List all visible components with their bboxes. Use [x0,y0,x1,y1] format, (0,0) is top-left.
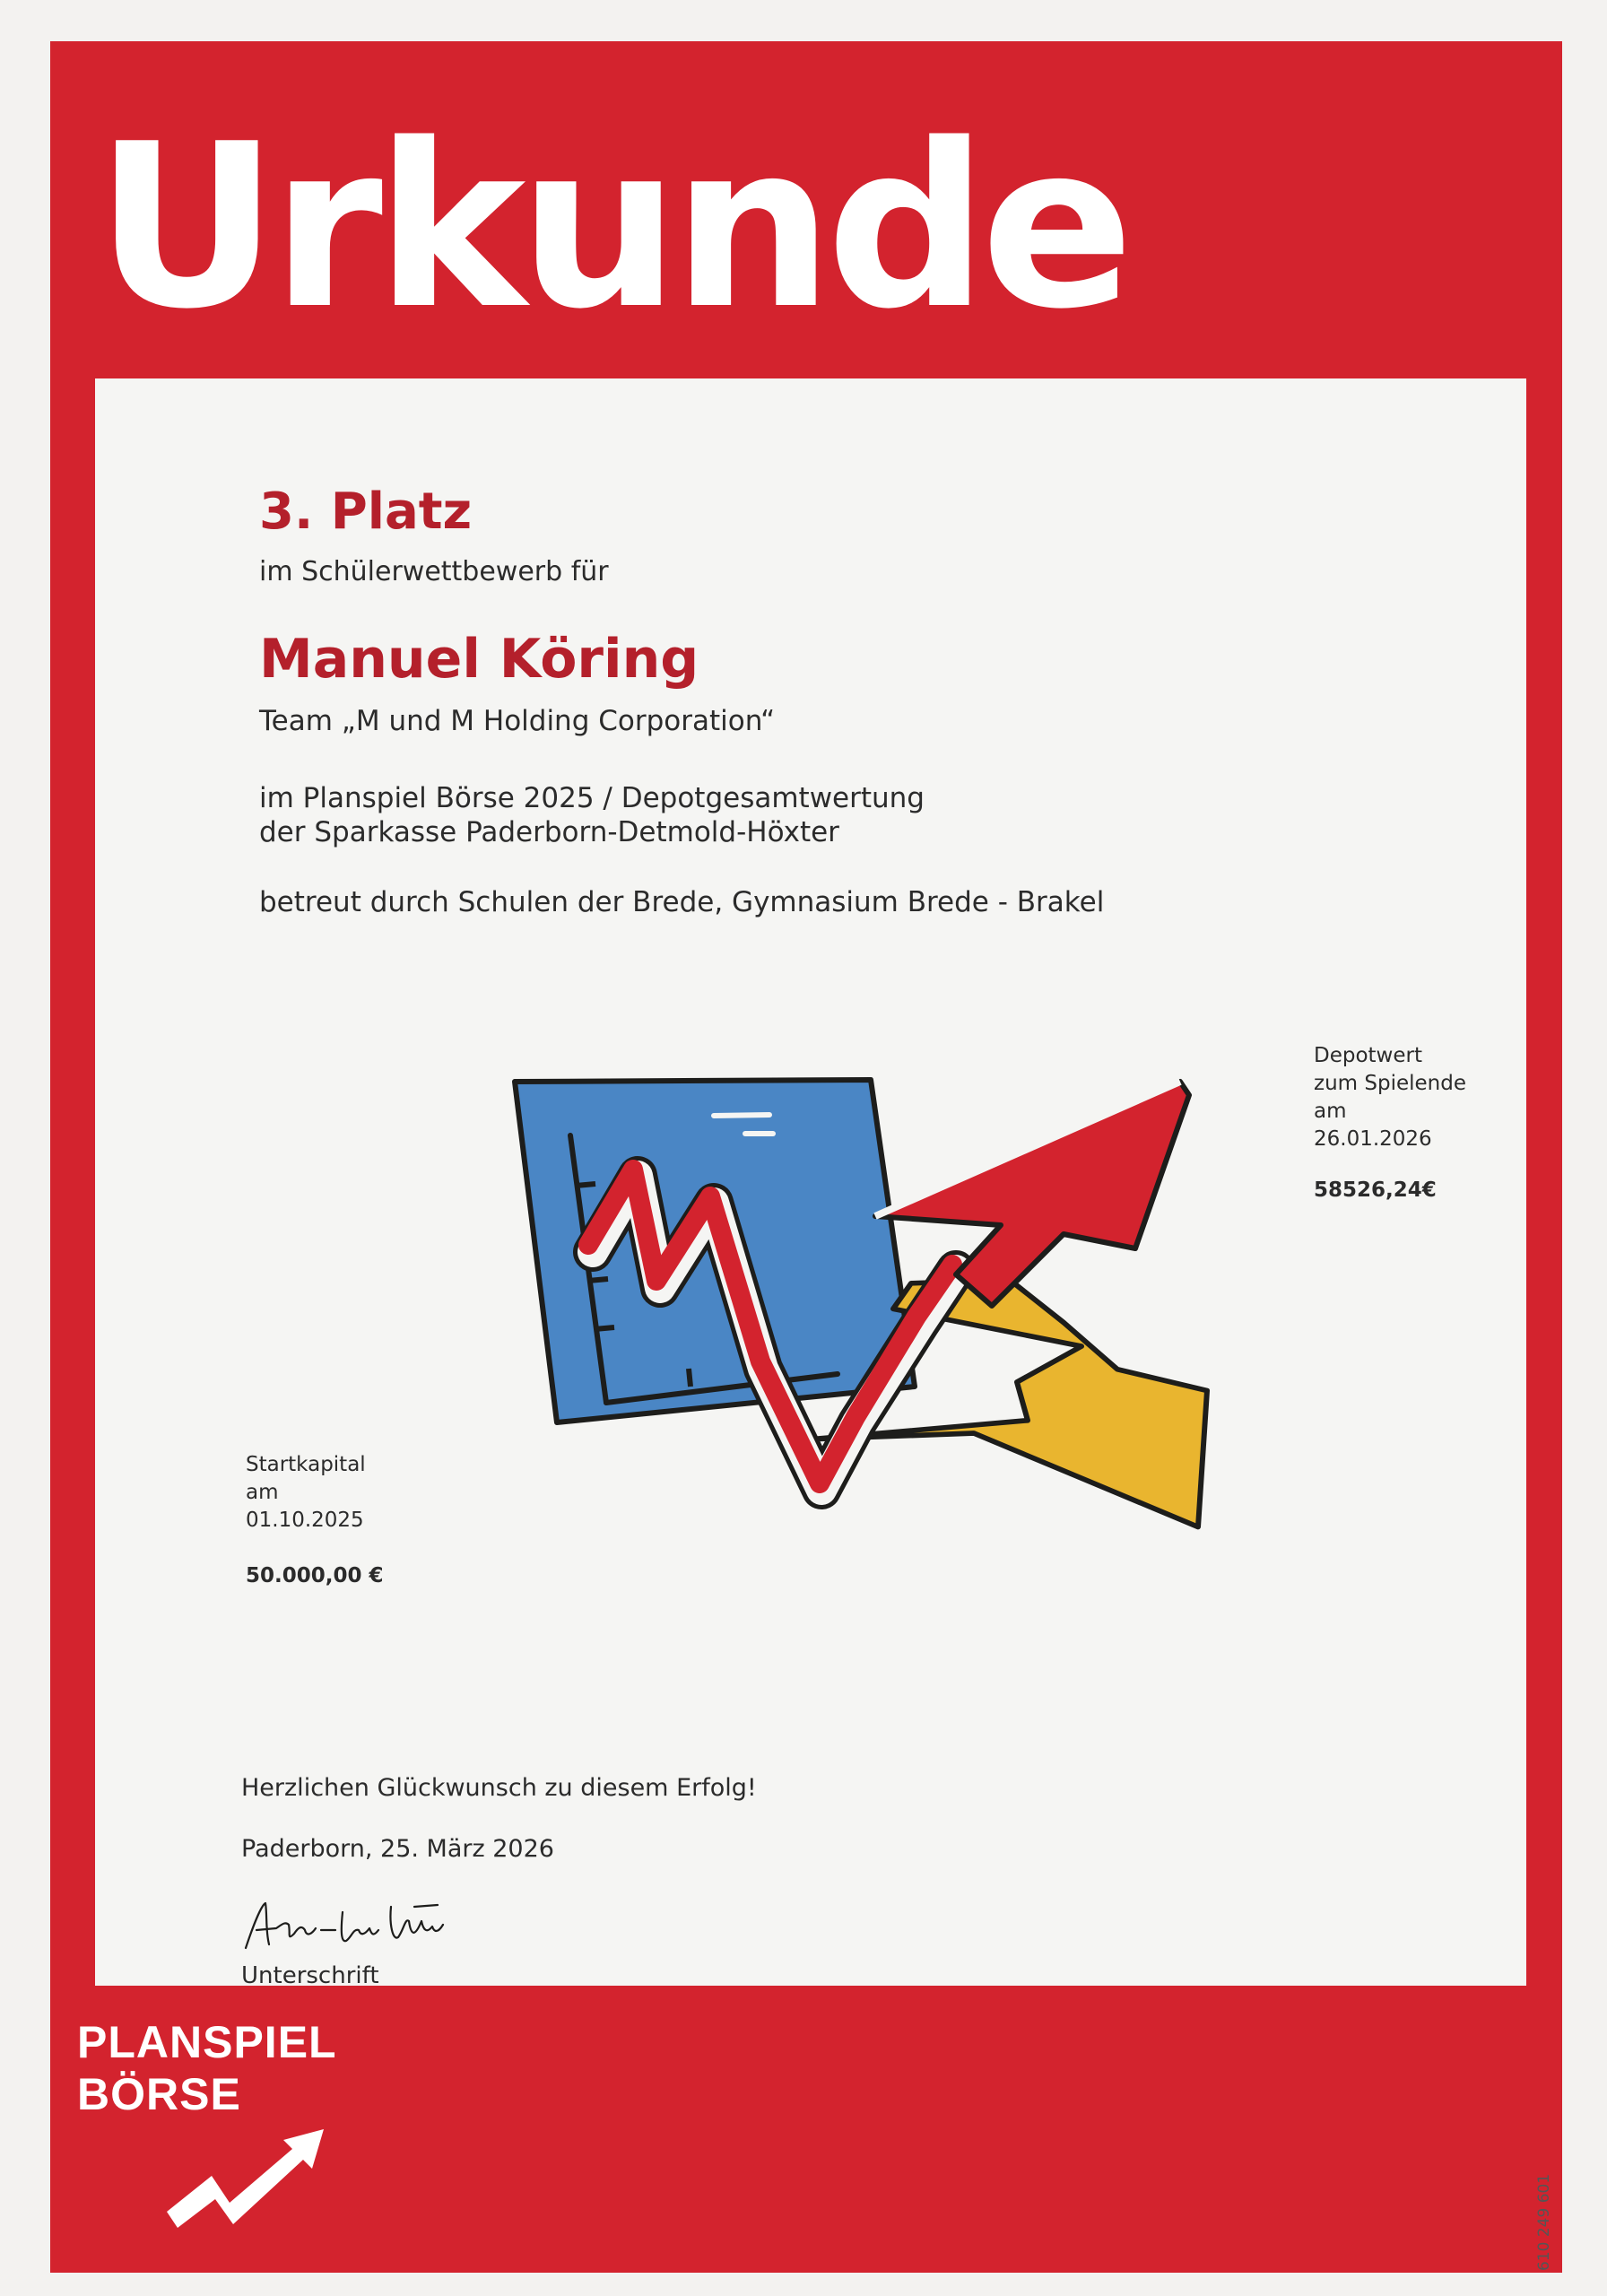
handwritten-signature [239,1894,454,1957]
signature-label: Unterschrift [241,1962,379,1989]
end-value-label: Depotwert zum Spielende am 26.01.2026 [1314,1044,1466,1151]
start-capital-label: Startkapital am 01.10.2025 [246,1453,366,1532]
winner-name: Manuel Köring [259,628,699,691]
certificate-frame [50,41,1562,2273]
place-and-date: Paderborn, 25. März 2026 [241,1835,554,1863]
planspiel-logo-line2: BÖRSE [77,2069,241,2119]
certificate-body [95,378,1553,2271]
team-name: Team „M und M Holding Corporation“ [259,705,776,737]
zigzag-logo-icon [158,2104,337,2239]
stock-chart-illustration [454,1073,1315,1844]
serial-number: 610 249 601 [1535,2173,1553,2271]
end-value-amount: 58526,24€ [1314,1178,1437,1202]
game-line-2: der Sparkasse Paderborn-Detmold-Höxter [259,816,839,848]
start-capital-amount: 50.000,00 € [246,1564,384,1587]
planspiel-logo-line1: PLANSPIEL [77,2017,337,2067]
congratulations-text: Herzlichen Glückwunsch zu diesem Erfolg! [241,1774,757,1802]
certificate-title: Urkunde [95,96,1127,359]
competition-text: im Schülerwettbewerb für [259,556,609,587]
game-line-1: im Planspiel Börse 2025 / Depotgesamtwertung [259,782,925,814]
place-heading: 3. Platz [259,483,473,541]
coached-by-text: betreut durch Schulen der Brede, Gymnasium Brede - Brakel [259,886,1105,918]
